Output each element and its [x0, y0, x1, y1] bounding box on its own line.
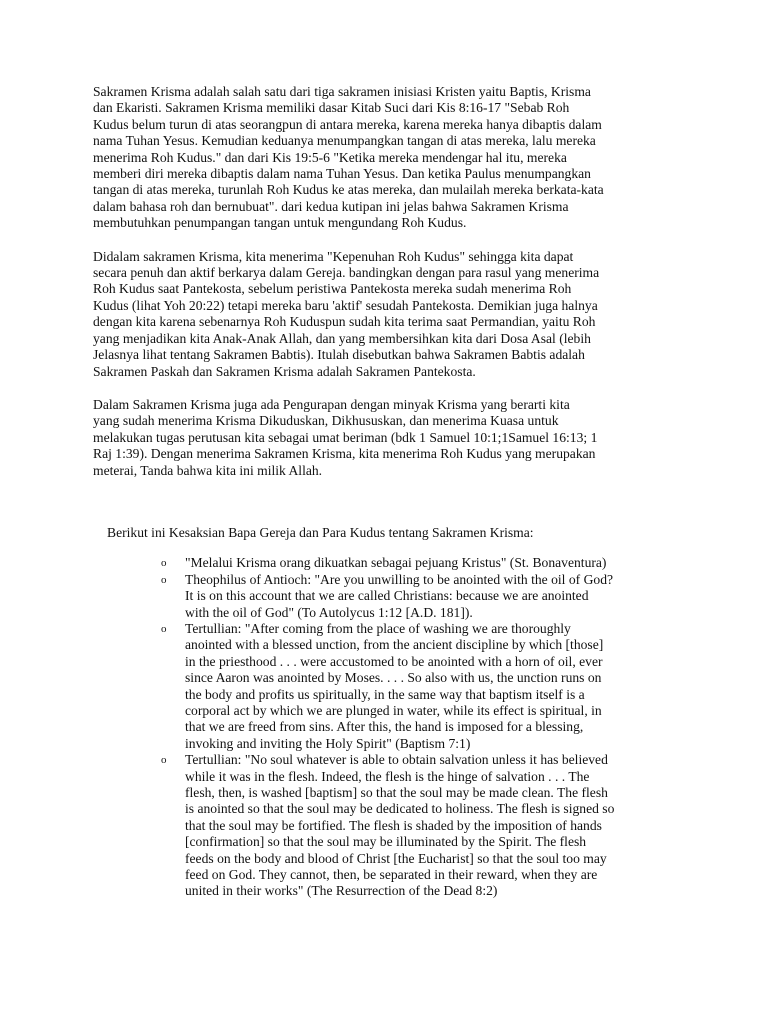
- quote-text: Theophilus of Antioch: "Are you unwilling to be anointed with the oil of God? It is on this account that we are called Christians: because we are anointed with the oil of God" (To Autolycus 1:12 [A.D. 181]).: [185, 571, 614, 620]
- quote-text: Tertullian: "After coming from the place of washing we are thoroughly anointed with a blessed unction, from the ancient discipline by which [those] in the priesthood . . . were accustomed to be anointed with a horn of oil, ever since Aaron was anointed by Moses. . . . So also with us, the unction runs on the body and profits us spiritually, in the same way that baptism itself is a corporal act by which we are plunged in water, while its effect is spiritual, in that we are freed from sins. After this, the hand is imposed for a blessing, invoking and inviting the Holy Spirit" (Baptism 7:1): [185, 620, 604, 751]
- paragraph-sakramen-krisma-intro: Sakramen Krisma adalah salah satu dari tiga sakramen inisiasi Kristen yaitu Baptis, Krisma dan Ekaristi. Sakramen Krisma memiliki dasar Kitab Suci dari Kis 8:16-17 "Sebab Roh Kudus belum turun di atas seorangpun di antara mereka, karena mereka hanya dibaptis dalam nama Tuhan Yesus. Kemudian keduanya menumpangkan tangan di atas mereka, lalu mereka menerima Roh Kudus." dan dari Kis 19:5-6 "Ketika mereka mendengar hal itu, mereka memberi diri mereka dibaptis dalam nama Tuhan Yesus. Dan ketika Paulus menumpangkan tangan di atas mereka, turunlah Roh Kudus ke atas mereka, dan mulailah mereka berkata-kata dalam bahasa roh dan bernubuat". dari kedua kutipan ini jelas bahwa Sakramen Krisma membutuhkan penumpangan tangan untuk mengundang Roh Kudus.: [93, 84, 604, 231]
- paragraph-kepenuhan-roh-kudus: Didalam sakramen Krisma, kita menerima "Kepenuhan Roh Kudus" sehingga kita dapat secara penuh dan aktif berkarya dalam Gereja. bandingkan dengan para rasul yang menerima Roh Kudus saat Pantekosta, sebelum peristiwa Pantekosta mereka sudah menerima Roh Kudus (lihat Yoh 20:22) tetapi mereka baru 'aktif' sesudah Pantekosta. Demikian juga halnya dengan kita karena sebenarnya Roh Kuduspun sudah kita terima saat Permandian, yaitu Roh yang menjadikan kita Anak-Anak Allah, dan yang membersihkan kita dari Dosa Asal (lebih Jelasnya lihat tentang Sakramen Babtis). Itulah disebutkan bahwa Sakramen Babtis adalah Sakramen Paskah dan Sakramen Krisma adalah Sakramen Pantekosta.: [93, 248, 600, 379]
- testimony-intro: Berikut ini Kesaksian Bapa Gereja dan Para Kudus tentang Sakramen Krisma:: [107, 524, 534, 540]
- bullet-icon: o: [161, 622, 167, 635]
- document-page: [93, 84, 683, 900]
- testimony-list: [93, 555, 683, 900]
- paragraph-pengurapan-minyak-krisma: Dalam Sakramen Krisma juga ada Pengurapan dengan minyak Krisma yang berarti kita yang sudah menerima Krisma Dikuduskan, Dikhususkan, dan menerima Kuasa untuk melakukan tugas perutusan kita sebagai umat beriman (bdk 1 Samuel 10:1;1Samuel 16:13; 1 Raj 1:39). Dengan menerima Sakramen Krisma, kita menerima Roh Kudus yang merupakan meterai, Tanda bahwa kita ini milik Allah.: [93, 396, 598, 478]
- bullet-icon: o: [161, 573, 167, 586]
- list-item: [93, 572, 683, 621]
- quote-text: "Melalui Krisma orang dikuatkan sebagai pejuang Kristus" (St. Bonaventura): [185, 555, 607, 571]
- bullet-icon: o: [161, 754, 167, 767]
- list-item: [93, 752, 683, 900]
- bullet-icon: o: [161, 557, 167, 570]
- quote-text: Tertullian: "No soul whatever is able to obtain salvation unless it has believed while it was in the flesh. Indeed, the flesh is the hinge of salvation . . . The flesh, then, is washed [baptism] so that the soul may be made clean. The flesh is anointed so that the soul may be dedicated to holiness. The flesh is signed so that the soul may be fortified. The flesh is shaded by the imposition of hands [confirmation] so that the soul may be illuminated by the Spirit. The flesh feeds on the body and blood of Christ [the Eucharist] so that the soul too may feed on God. They cannot, then, be separated in their reward, when they are united in their works" (The Resurrection of the Dead 8:2): [185, 752, 615, 899]
- list-item: [93, 555, 683, 571]
- list-item: [93, 621, 683, 752]
